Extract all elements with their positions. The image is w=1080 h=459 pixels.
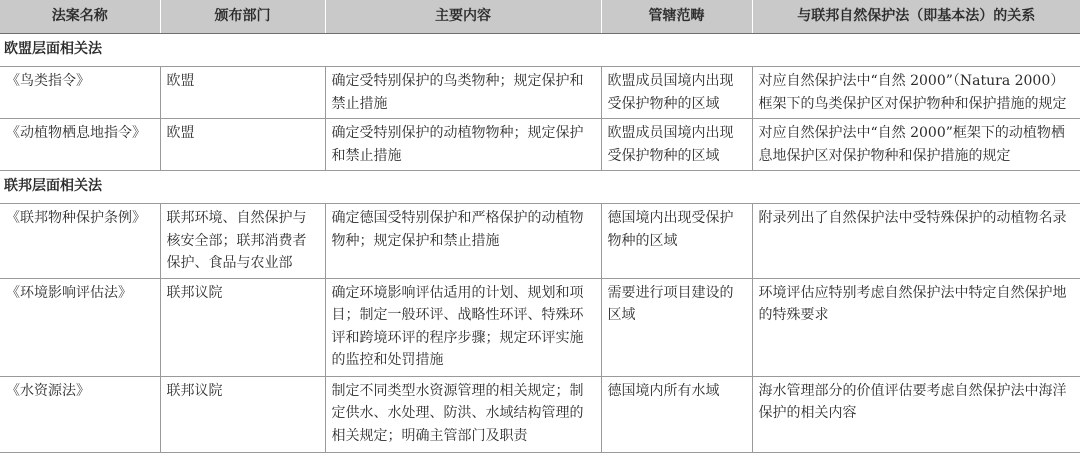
table-row [0, 278, 1080, 376]
scope-cell: 德国境内出现受保护物种的区域 [601, 204, 752, 279]
section-title: 欧盟层面相关法 [0, 34, 1080, 67]
department-cell: 联邦议院 [160, 376, 325, 452]
relation-cell: 海水管理部分的价值评估要考虑自然保护法中海洋保护的相关内容 [752, 376, 1080, 452]
department-cell: 欧盟 [160, 67, 325, 119]
law-name-cell: 《动植物栖息地指令》 [0, 119, 160, 171]
content-cell: 确定德国受特别保护和严格保护的动植物物种；规定保护和禁止措施 [325, 204, 601, 279]
section-row-federal [0, 171, 1080, 204]
law-name-cell: 《水资源法》 [0, 376, 160, 452]
table-row [0, 67, 1080, 119]
header-jurisdiction: 管辖范畴 [601, 0, 752, 34]
law-name-cell: 《鸟类指令》 [0, 67, 160, 119]
relation-cell: 环境评估应特别考虑自然保护法中特定自然保护地的特殊要求 [752, 278, 1080, 376]
section-row-eu [0, 34, 1080, 67]
relation-cell: 对应自然保护法中“自然 2000”（Natura 2000）框架下的鸟类保护区对保护物种和保护措施的规定 [752, 67, 1080, 119]
table-row [0, 376, 1080, 452]
content-cell: 确定环境影响评估适用的计划、规划和项目；制定一般环评、战略性环评、特殊环评和跨境环评的程序步骤；规定环评实施的监控和处罚措施 [325, 278, 601, 376]
scope-cell: 欧盟成员国境内出现受保护物种的区域 [601, 67, 752, 119]
content-cell: 制定不同类型水资源管理的相关规定；制定供水、水处理、防洪、水域结构管理的相关规定；明确主管部门及职责 [325, 376, 601, 452]
header-relation: 与联邦自然保护法（即基本法）的关系 [752, 0, 1080, 34]
department-cell: 联邦议院 [160, 278, 325, 376]
department-cell: 联邦环境、自然保护与核安全部；联邦消费者保护、食品与农业部 [160, 204, 325, 279]
header-main-content: 主要内容 [325, 0, 601, 34]
table-row [0, 204, 1080, 279]
scope-cell: 需要进行项目建设的区域 [601, 278, 752, 376]
law-name-cell: 《环境影响评估法》 [0, 278, 160, 376]
content-cell: 确定受特别保护的鸟类物种；规定保护和禁止措施 [325, 67, 601, 119]
table-row [0, 119, 1080, 171]
relation-cell: 对应自然保护法中“自然 2000”框架下的动植物栖息地保护区对保护物种和保护措施的规定 [752, 119, 1080, 171]
scope-cell: 欧盟成员国境内出现受保护物种的区域 [601, 119, 752, 171]
relation-cell: 附录列出了自然保护法中受特殊保护的动植物名录 [752, 204, 1080, 279]
content-cell: 确定受特别保护的动植物物种；规定保护和禁止措施 [325, 119, 601, 171]
law-name-cell: 《联邦物种保护条例》 [0, 204, 160, 279]
department-cell: 欧盟 [160, 119, 325, 171]
section-title: 联邦层面相关法 [0, 171, 1080, 204]
header-law-name: 法案名称 [0, 0, 160, 34]
header-department: 颁布部门 [160, 0, 325, 34]
header-row [0, 0, 1080, 34]
scope-cell: 德国境内所有水域 [601, 376, 752, 452]
